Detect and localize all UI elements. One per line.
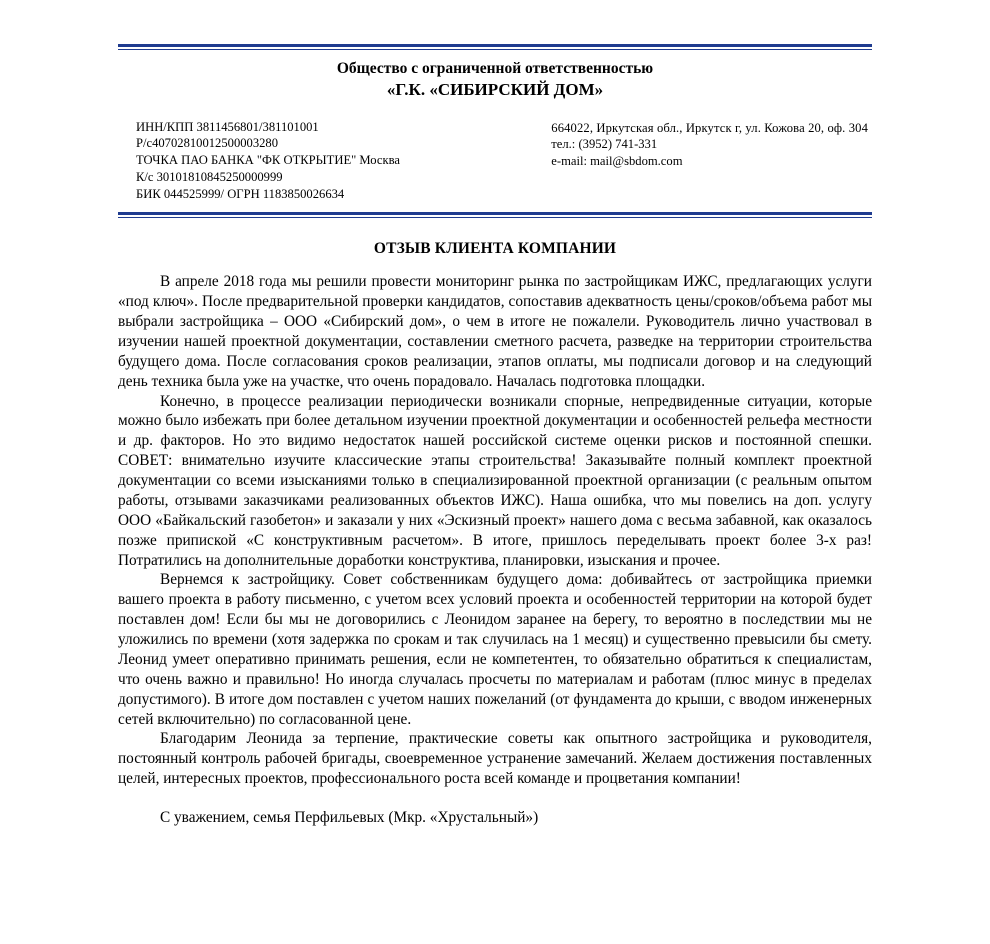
requisite-address: 664022, Иркутская обл., Иркутск г, ул. Кожова 20, оф. 304	[551, 120, 868, 135]
paragraph-3: Вернемся к застройщику. Совет собственникам будущего дома: добивайтесь от застройщика приемки вашего проекта в работу письменно, с учетом всех условий проекта и особенностей территории на которой будет поставлен дом! Если бы мы не договорились с Леонидом заранее на берегу, то вероятно в последствии мы не уложились по времени (хотя задержка по срокам и так случилась на 1 месяц) и существенно превысили бы смету. Леонид умеет оперативно принимать решения, если не компетентен, то обязательно обратиться к специалистам, что очень важно и правильно! Но иногда случалась просчеты по материалам и работам (плюс минус в пределах допустимого). В итоге дом поставлен с учетом наших пожеланий (от фундамента до крыши, с вводом инженерных сетей включительно) по согласованной цене.	[118, 571, 872, 728]
requisites-block	[118, 119, 872, 203]
requisite-corr-account: К/с 30101810845250000999	[136, 169, 283, 184]
requisite-account: Р/с40702810012500003280	[136, 136, 279, 151]
requisites-right-column	[551, 119, 868, 170]
requisite-email: e-mail: mail@sbdom.com	[551, 154, 683, 169]
requisite-phone: тел.: (3952) 741-331	[551, 137, 658, 152]
header-bottom-rule	[118, 212, 872, 218]
organization-name: «Г.К. «СИБИРСКИЙ ДОМ»	[386, 79, 604, 99]
document-title: ОТЗЫВ КЛИЕНТА КОМПАНИИ	[373, 240, 617, 258]
paragraph-1: В апреле 2018 года мы решили провести мониторинг рынка по застройщикам ИЖС, предлагающих услуги «под ключ». После предварительной проверки кандидатов, сопоставив адекватность цены/сроков/объема работ мы выбрали застройщика – ООО «Сибирский дом», о чем в итоге не пожалели. Руководитель лично участвовал в изучении нашей проектной документации, составлении сметного расчета, разведке на территории строительства будущего дома. После согласования сроков реализации, этапов оплаты, мы подписали договор и на следующий день техника была уже на участке, что очень порадовало. Началась подготовка площадки.	[118, 273, 872, 390]
paragraph-2: Конечно, в процессе реализации периодически возникали спорные, непредвиденные ситуации, которые можно было избежать при более детальном изучении проектной документации и особенностей рельефа местности и др. факторов. Но это видимо недостаток нашей российской системе оценки рисков и постоянной спешки. СОВЕТ: внимательно изучите классические этапы строительства! Заказывайте полный комплект проектной документации со всеми изысканиями только в специализированной проектной организации (с реальным опытом работы, отзывами заказчиками реализованных объектов ИЖС). Наша ошибка, что мы повелись на доп. услугу ООО «Байкальский газобетон» и заказали у них «Эскизный проект» нашего дома с весьма забавной, как оказалось позже припиской «С конструктивным расчетом». В итоге, пришлось переделывать проект более 3-х раз! Потратились на дополнительные доработки конструктива, планировки, изыскания и прочее.	[118, 392, 872, 569]
requisite-bik-ogrn: БИК 044525999/ ОГРН 1183850026634	[136, 186, 345, 201]
requisite-bank: ТОЧКА ПАО БАНКА "ФК ОТКРЫТИЕ" Москва	[136, 153, 400, 168]
paragraph-4: Благодарим Леонида за терпение, практические советы как опытного застройщика и руководителя, постоянный контроль рабочей бригады, своевременное устранение замечаний. Желаем достижения поставленных целей, интересных проектов, профессионального роста всей команде и процветания компании!	[118, 730, 872, 788]
document-body	[118, 272, 872, 789]
requisites-left-column	[136, 119, 400, 203]
signature-line: С уважением, семья Перфильевых (Мкр. «Хрустальный»)	[160, 809, 539, 827]
requisite-inn-kpp: ИНН/КПП 3811456801/381101001	[136, 119, 319, 134]
organization-header	[118, 60, 872, 101]
organization-legal-form: Общество с ограниченной ответственностью	[336, 60, 654, 77]
document-page	[0, 44, 990, 944]
header-top-rule	[118, 44, 872, 50]
